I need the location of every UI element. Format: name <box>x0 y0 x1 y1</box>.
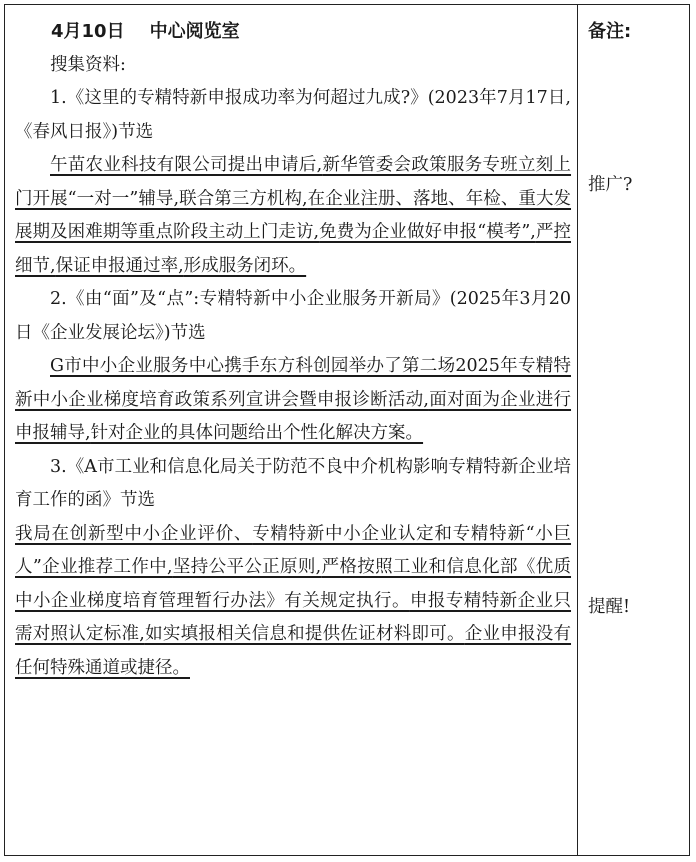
excerpt-2 <box>15 350 571 451</box>
excerpt-1 <box>15 149 571 283</box>
entry-heading <box>15 15 571 49</box>
excerpt-3 <box>15 518 571 686</box>
note-table <box>4 4 690 856</box>
heading-date: 4月10日 <box>51 21 125 42</box>
note-promote: 推广? <box>588 175 633 195</box>
excerpt-1-seg: 免费为企业做好申报“模考”, <box>319 222 536 242</box>
source-1: 1.《这里的专精特新申报成功率为何超过九成?》(2023年7月17日,《春风日报》)节选 <box>15 88 571 142</box>
excerpt-2-seg: 针对企业的具体问题给出个性化解决方案。 <box>90 423 424 443</box>
excerpt-3-seg: 坚持公平公正原则, <box>172 557 322 577</box>
excerpt-2-seg: G市中小企业服务中心携手东方科创园举办了第二场2025年专精特新中小企业梯度培育政策系列宣讲会暨申报诊断活动, <box>15 356 571 410</box>
column-divider <box>577 5 578 855</box>
excerpt-3-seg: 申报专精特新企业只需对照认定标准, <box>15 590 572 644</box>
excerpt-3-seg: 专精特新中小企业认定和专精特新“小巨人”企业推荐工作中, <box>15 523 572 577</box>
excerpt-3-seg: 严格按照工业和信息化部《优质中小企业梯度培育管理暂行办法》有关规定执行。 <box>15 557 572 611</box>
excerpt-2-seg: 面对面为企业进行申报辅导, <box>15 389 572 443</box>
excerpt-1-seg: 严控细节, <box>15 222 571 276</box>
heading-location: 中心阅览室 <box>149 21 240 42</box>
source-3: 3.《A市工业和信息化局关于防范不良中介机构影响专精特新企业培育工作的函》节选 <box>15 456 571 510</box>
excerpt-1-seg: 新华管委会政策服务专班立刻上门开展“一对一”辅导, <box>15 155 572 209</box>
excerpt-3-seg: 我局在创新型中小企业评价、 <box>15 523 253 544</box>
source-2: 2.《由“面”及“点”:专精特新中小企业服务开新局》(2025年3月20日《企业发展论坛》)节选 <box>15 289 571 343</box>
excerpt-1-seg: 联合第三方机构, <box>179 188 308 209</box>
excerpt-3-seg: 企业申报没有任何特殊通道或捷径。 <box>15 624 572 678</box>
excerpt-1-seg: 午苗农业科技有限公司提出申请后, <box>50 155 323 175</box>
excerpt-3-seg: 如实填报相关信息和提供佐证材料即可。 <box>144 624 465 644</box>
note-remind: 提醒! <box>588 597 631 617</box>
excerpt-1-seg: 保证申报通过率, <box>55 255 184 276</box>
excerpt-1-seg: 形成服务闭环。 <box>183 255 307 276</box>
notes-main-column <box>15 15 571 685</box>
excerpt-1-seg: 在企业注册、落地、年检、重大发展期及困难期等重点阶段主动上门走访, <box>15 188 572 242</box>
notes-label: 备注: <box>588 21 632 42</box>
intro-text: 搜集资料: <box>50 54 126 75</box>
